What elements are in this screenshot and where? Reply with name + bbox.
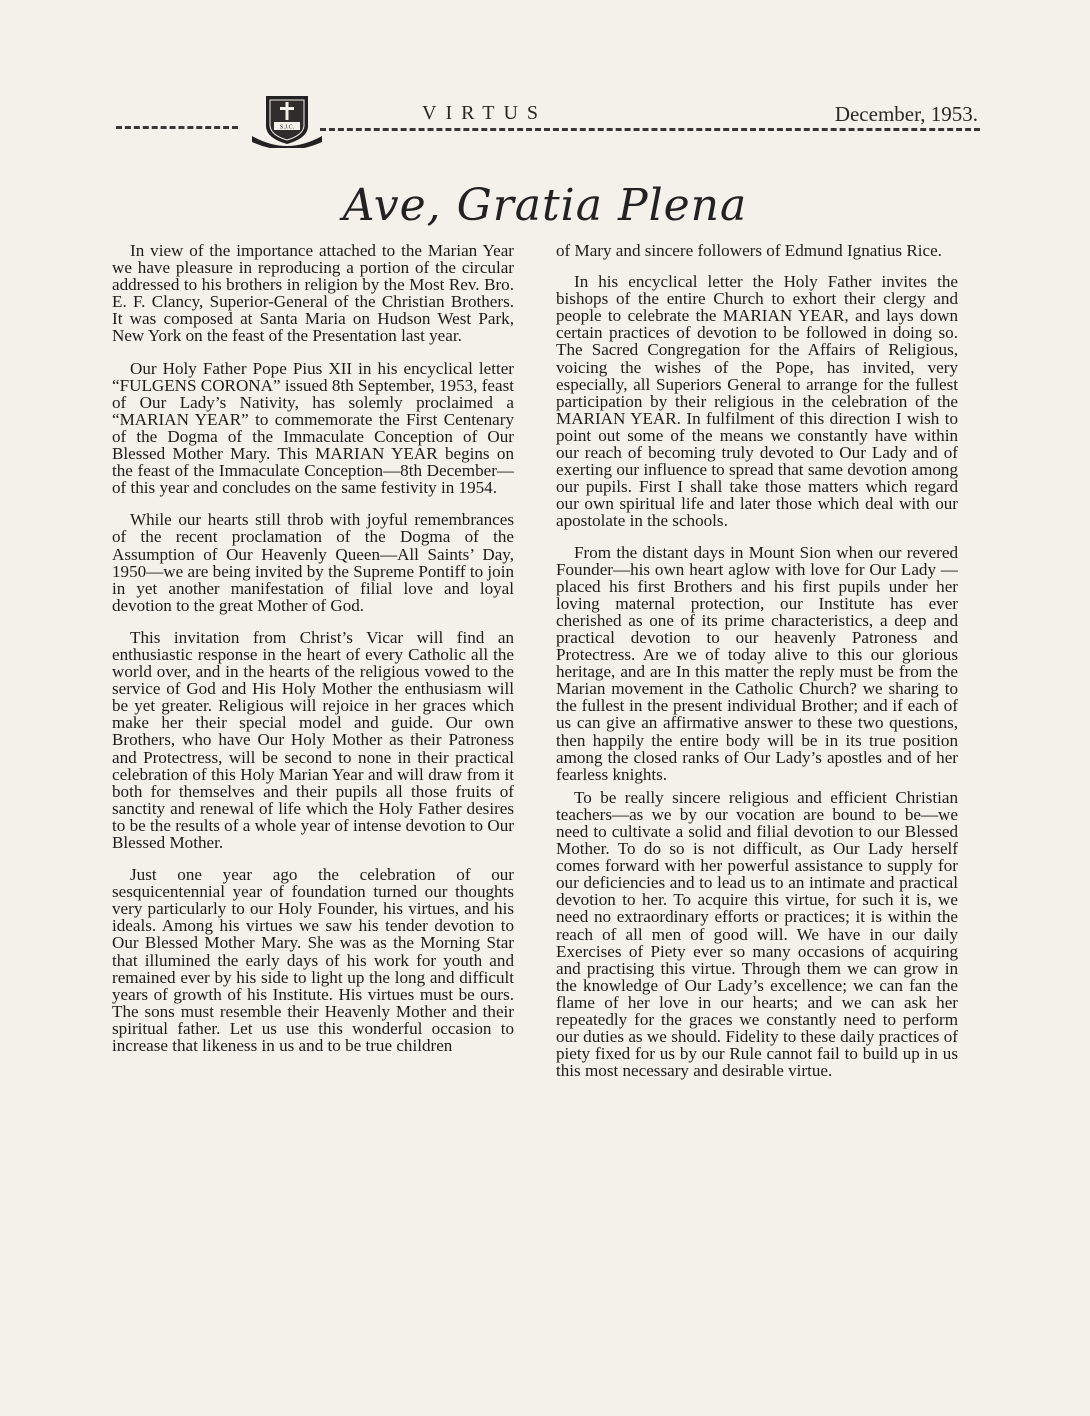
left-column [112,242,514,1069]
paragraph: Our Holy Father Pope Pius XII in his encyclical letter “FULGENS CORONA” issued 8th September, 1953, feast of Our Lady’s Nativity, has solemly proclaimed a “MARIAN YEAR” to commemorate the First Centenary of the Dogma of the Immaculate Conception of Our Blessed Mother Mary. This MARIAN YEAR begins on the feast of the Immaculate Conception—8th December—of this year and concludes on the same festivity in 1954. [112,358,514,498]
paragraph: From the distant days in Mount Sion when our revered Founder—his own heart aglow with love for Our Lady — placed his first Brothers and his first pupils under her loving maternal protection, our Institute has ever cherished as one of its prime characteristics, a deep and practical devotion to our heavenly Patroness and Protectress. Are we of today alive to this our glorious heritage, and are In this matter the reply must be from the Marian movement in the Catholic Church? we sharing to the fullest in the present individual Brother; and if each of us can give an affirmative answer to these two questions, then happily the entire body will be in its true position among the closed ranks of Our Lady’s apostles and of her fearless knights. [556,542,958,784]
dashed-rule-left [116,126,238,129]
paragraph: In his encyclical letter the Holy Father invites the bishops of the entire Church to exhort their clergy and people to celebrate the MARIAN YEAR, and lays down certain practices of devotion to be followed in doing so. The Sacred Congregation for the Affairs of Religious, voicing the wishes of the Pope, has invited, very especially, all Superiors General to arrange for the fullest participation by their religious in the celebration of the MARIAN YEAR. In fulfilment of this direction I wish to point out some of the means we constantly have within our reach of becoming truly devoted to Our Lady and of exerting our influence to spread that same devotion among our pupils. First I shall take those matters which regard our own spiritual life and later those which deal with our apostolate in the schools. [556,272,958,531]
crest-initials: S.J.C. [279,124,295,131]
paragraph: This invitation from Christ’s Vicar will find an enthusiastic response in the heart of every Catholic all the world over, and in the hearts of the religious vowed to the service of God and His Holy Mother the enthusiasm will be yet greater. Religious will rejoice in her graces which make her their special model and guide. Our own Brothers, who have Our Holy Mother as their Patroness and Protectress, will be second to none in their practical celebration of this Holy Marian Year and will draw from it both for themselves and their pupils all those fruits of sanctity and renewal of life which the Holy Father desires to be the results of a whole year of intense devotion to Our Blessed Mother. [112,627,514,852]
paragraph: While our hearts still throb with joyful remembrances of the recent proclamation of the Dogma of the Assumption of Our Heavenly Queen—All Saints’ Day, 1950—we are being invited by the Supreme Pontiff to join in yet another manifestation of filial love and loyal devotion to the great Mother of God. [112,510,514,615]
crest-emblem-icon [250,92,324,148]
article-title: Ave, Gratia Plena [342,180,748,231]
right-column [556,242,958,1093]
issue-date: December, 1953. [834,102,978,126]
paragraph: To be really sincere religious and efficient Christian teachers—as we by our vocation are bound to be—we need to cultivate a solid and filial devotion to our Blessed Mother. To do so is not difficult, as Our Lady herself comes forward with her powerful assistance to supply for our deficiencies and to lead us to an intimate and practical devotion to her. To acquire this virtue, for such it is, we need no extraordinary efforts or practices; it is within the reach of all men of good will. We have in our daily Exercises of Piety ever so many occasions of acquiring and practising this virtue. Through them we can grow in the knowledge of Our Lady’s excellence; we can fan the flame of her love in our hearts; and we can ask her repeatedly for the graces we constantly need to perform our duties as we should. Fidelity to these daily practices of piety fixed for us by our Rule cannot fail to build up in us this most necessary and desirable virtue. [556,787,958,1081]
paragraph: of Mary and sincere followers of Edmund Ignatius Rice. [556,241,942,260]
masthead-header [112,92,980,152]
paragraph: In view of the importance attached to the Marian Year we have pleasure in reproducing a portion of the circular addressed to his brothers in religion by the Most Rev. Bro. E. F. Clancy, Superior-General of the Christian Brothers. It was composed at Santa Maria on Hudson West Park, New York on the feast of the Presentation last year. [112,241,514,346]
publication-name: VIRTUS [422,102,548,124]
paragraph: Just one year ago the celebration of our sesquicentennial year of foundation turned our thoughts very particularly to our Holy Founder, his virtues, and his ideals. Among his virtues we saw his tender devotion to Our Blessed Mother Mary. She was as the Morning Star that illumined the early days of his work for youth and remained ever by his side to light up the long and difficult years of growth of his Institute. His virtues must be ours. The sons must resemble their Heavenly Mother and their spiritual father. Let us use this wonderful occasion to increase that likeness in us and to be true children [112,865,514,1056]
dashed-rule-right [320,128,980,131]
